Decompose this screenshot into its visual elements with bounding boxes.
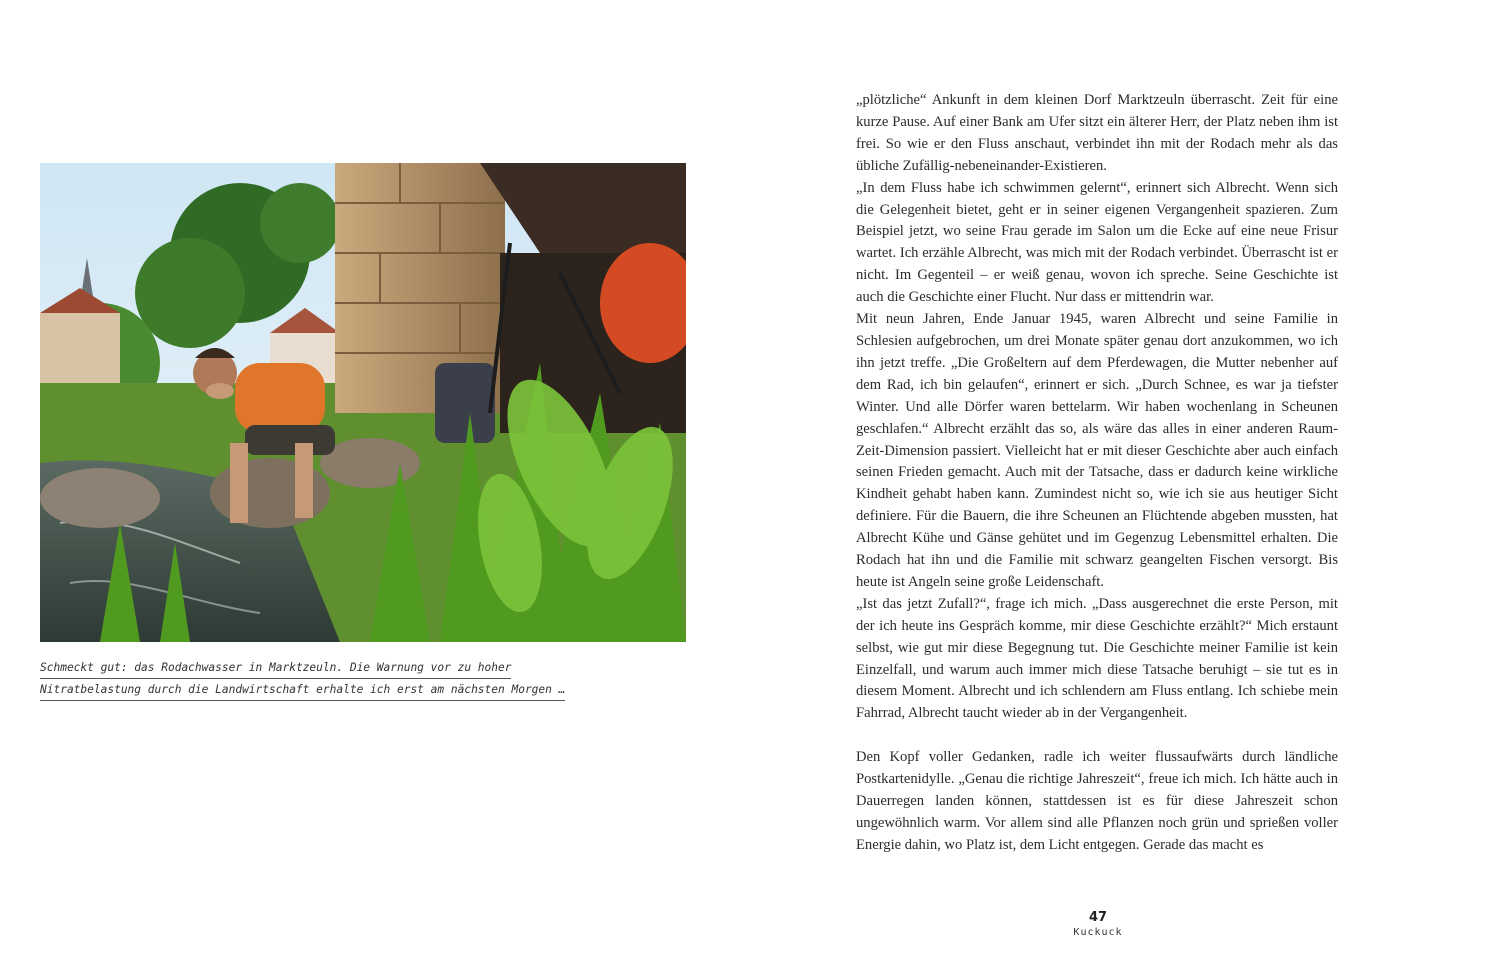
body-paragraph: „In dem Fluss habe ich schwimmen gelernt“, erinnert sich Albrecht. Wenn sich die Gelegenheit bietet, geht er in seiner eigenen Vergangenheit spazieren. Zum Beispiel jetzt, wo seine Frau gerade im Salon um die Ecke auf eine neue Frisur wartet. Ich erzähle Albrecht, was mich mit der Rodach verbindet. Überrascht ist er nicht. Im Gegenteil – er weiß genau, wovon ich spreche. Seine Geschichte ist auch die Geschichte einer Flucht. Nur dass er mittendrin war. xyxy=(856,179,1338,306)
body-paragraph: „plötzliche“ Ankunft in dem kleinen Dorf Marktzeuln überrascht. Zeit für eine kurze Pause. Auf einer Bank am Ufer sitzt ein älterer Herr, der Platz neben ihm ist frei. So wie er den Fluss anschaut, verbindet ihn mit der Rodach mehr als das übliche Zufällig-nebeneinander-Existieren. xyxy=(856,92,1338,174)
page-folio xyxy=(1048,910,1148,940)
page-number: 47 xyxy=(1088,910,1108,925)
caption-line-2: Nitratbelastung durch die Landwirtschaft erhalte ich erst am nächsten Morgen … xyxy=(40,681,565,701)
caption-line-1: Schmeckt gut: das Rodachwasser in Marktzeuln. Die Warnung vor zu hoher xyxy=(40,659,511,679)
photo-illustration xyxy=(40,163,686,642)
photo-caption xyxy=(40,659,566,703)
stream-photo xyxy=(40,163,686,642)
body-paragraph: Mit neun Jahren, Ende Januar 1945, waren Albrecht und seine Familie in Schlesien aufgebrochen, um drei Monate später genau dort anzukommen, wo ich ihn jetzt treffe. „Die Großeltern auf dem Pferdewagen, die Mutter nebenher auf dem Rad, ich bin gelaufen“, erinnert er sich. „Durch Schnee, es war ja tiefster Winter. Und alle Dörfer waren bettelarm. Wir haben wochenlang in Scheunen geschlafen.“ Albrecht erzählt das so, als wäre das alles in einer anderen Raum-Zeit-Dimension passiert. Vielleicht hat er mit dieser Geschichte aber auch einfach seinen Frieden gemacht. Auch mit der Tatsache, dass er dadurch keine wirkliche Kindheit gehabt haben kann. Zumindest nicht so, wie ich sie aus heutiger Sicht definiere. Für die Bauern, die ihre Scheunen an Flüchtende abgeben mussten, hat Albrecht Kühe und Gänse gehütet und im Gegenzug Lebensmittel erhalten. Die Rodach hat ihn und die Familie mit schwarz geangelten Fischen versorgt. Bis heute ist Angeln seine große Leidenschaft. xyxy=(856,311,1338,590)
body-paragraph: „Ist das jetzt Zufall?“, frage ich mich. „Dass ausgerechnet die erste Person, mit der ich heute ins Gespräch komme, mir diese Geschichte erzählt?“ Mich erstaunt selbst, wie gut mir diese Begegnung tut. Die Geschichte meiner Familie ist kein Einzelfall, und warum auch immer mich diese Tatsache beruhigt – sie tut es in diesem Moment. Albrecht und ich schlendern am Fluss entlang. Ich schiebe mein Fahrrad, Albrecht taucht wieder ab in der Vergangenheit. xyxy=(856,595,1338,722)
body-text-column xyxy=(856,90,1338,857)
body-paragraph: Den Kopf voller Gedanken, radle ich weiter flussaufwärts durch ländliche Postkartenidylle. „Genau die richtige Jahreszeit“, freue ich mich. Ich hätte auch in Dauerregen landen können, stattdessen ist es für diese Jahreszeit schon ungewöhnlich warm. Vor allem sind alle Pflanzen noch grün und sprießen voller Energie dahin, wo Platz ist, dem Licht entgegen. Gerade das macht es xyxy=(856,749,1338,853)
running-title: Kuckuck xyxy=(1073,927,1123,938)
